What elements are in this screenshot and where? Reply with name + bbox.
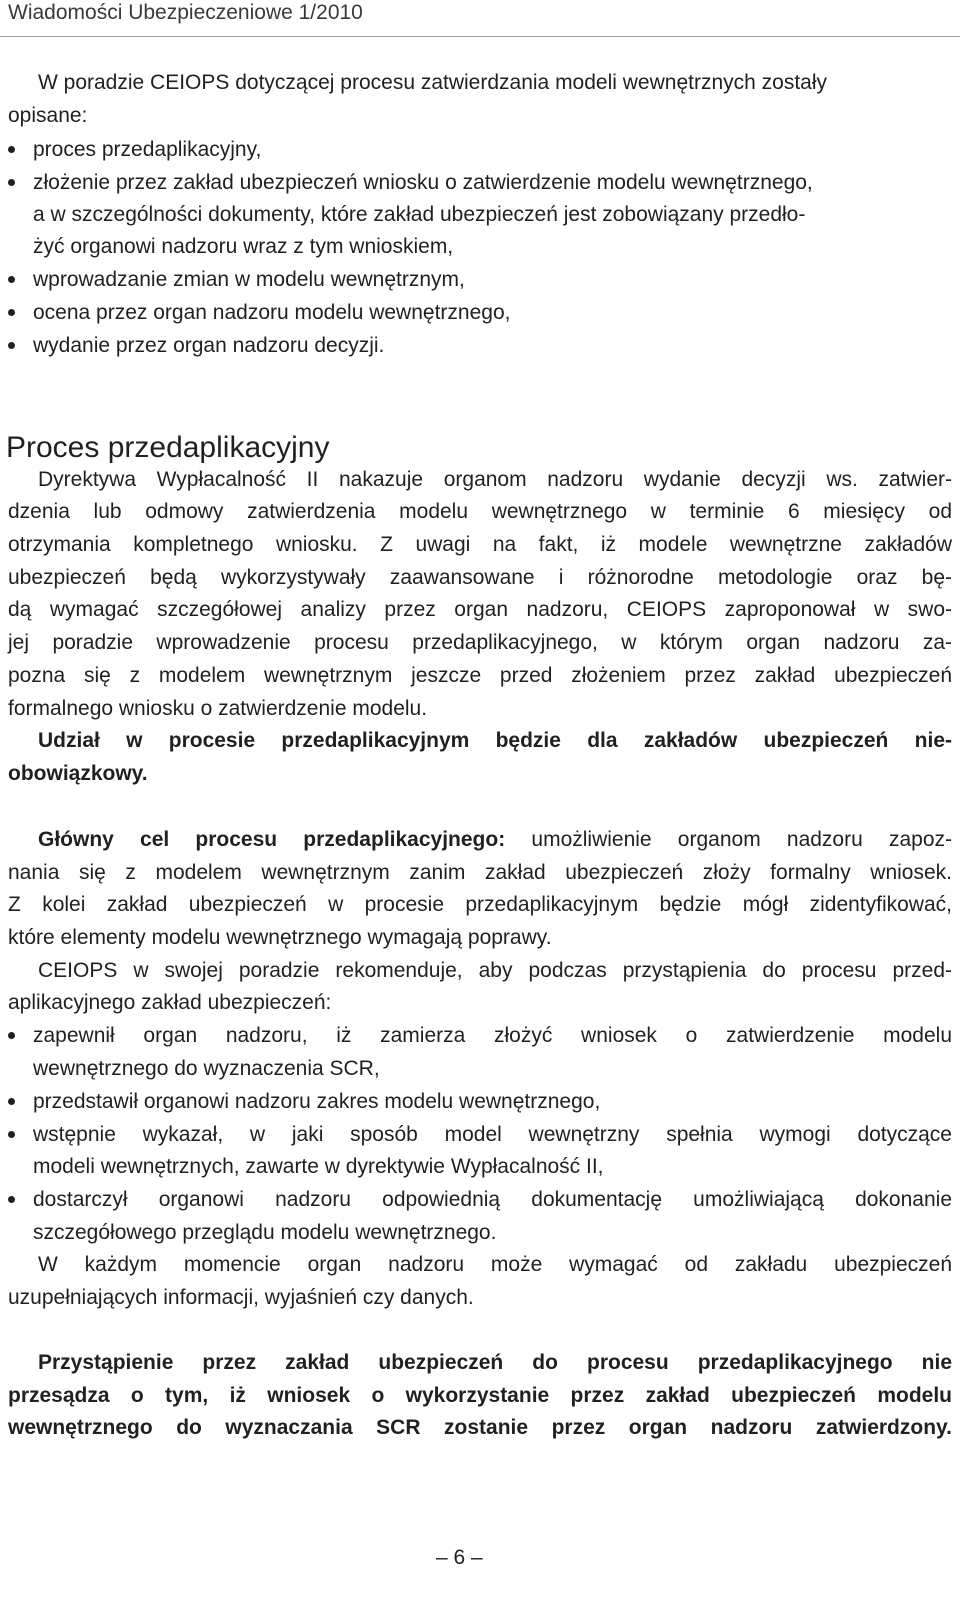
- intro-bullet-1: proces przedaplikacyjny,: [33, 138, 262, 161]
- bullet-dot: [8, 276, 15, 283]
- goal-line: Z kolei zakład ubezpieczeń w procesie przedaplikacyjnym będzie mógł zidentyfikować,: [8, 893, 952, 916]
- intro-line-2: opisane:: [8, 104, 88, 127]
- conclusion-line: wewnętrznego do wyznaczania SCR zostanie przez organ nadzoru zatwierdzony.: [8, 1416, 952, 1439]
- bold-statement-line: obowiązkowy.: [8, 762, 148, 785]
- journal-title: Wiadomości Ubezpieczeniowe 1/2010: [8, 1, 363, 24]
- page-number: – 6 –: [436, 1546, 483, 1569]
- bullet-dot: [8, 1196, 15, 1203]
- bullet-dot: [8, 1098, 15, 1105]
- recommendation-bullet-3-line-2: modeli wewnętrznych, zawarte w dyrektywie Wypłacalność II,: [33, 1155, 604, 1178]
- paragraph-line: dą wymagać szczegółowej analizy przez organ nadzoru, CEIOPS zaproponował w swo-: [8, 598, 952, 621]
- moment-line: uzupełniających informacji, wyjaśnień czy danych.: [8, 1286, 474, 1309]
- ceiops-line: CEIOPS w swojej poradzie rekomenduje, aby podczas przystąpienia do procesu przed-: [38, 959, 952, 982]
- page-header: [0, 0, 960, 37]
- recommendation-bullet-2: przedstawił organowi nadzoru zakres modelu wewnętrznego,: [33, 1090, 601, 1113]
- paragraph-line: ubezpieczeń będą wykorzystywały zaawansowane i różnorodne metodologie oraz bę-: [8, 566, 952, 589]
- recommendation-bullet-1-line-2: wewnętrznego do wyznaczenia SCR,: [33, 1057, 380, 1080]
- recommendation-bullet-3-line-1: wstępnie wykazał, w jaki sposób model wewnętrzny spełnia wymogi dotyczące: [33, 1123, 952, 1146]
- bullet-dot: [8, 309, 15, 316]
- paragraph-line: Dyrektywa Wypłacalność II nakazuje organom nadzoru wydanie decyzji ws. zatwier-: [38, 468, 952, 491]
- paragraph-line: formalnego wniosku o zatwierdzenie modelu.: [8, 697, 428, 720]
- goal-line: nania się z modelem wewnętrznym zanim zakład ubezpieczeń złoży formalny wniosek.: [8, 861, 952, 884]
- recommendation-bullet-4-line-1: dostarczył organowi nadzoru odpowiednią dokumentację umożliwiającą dokonanie: [33, 1188, 952, 1211]
- bullet-dot: [8, 1032, 15, 1039]
- paragraph-line: jej poradzie wprowadzenie procesu przedaplikacyjnego, w którym organ nadzoru za-: [8, 631, 952, 654]
- intro-line-1: W poradzie CEIOPS dotyczącej procesu zatwierdzania modeli wewnętrznych zostały: [38, 71, 828, 94]
- paragraph-line: otrzymania kompletnego wniosku. Z uwagi na fakt, iż modele wewnętrzne zakładów: [8, 533, 952, 556]
- intro-bullet-2-line-3: żyć organowi nadzoru wraz z tym wnioskiem,: [33, 235, 454, 258]
- intro-bullet-4: ocena przez organ nadzoru modelu wewnętrznego,: [33, 301, 511, 324]
- intro-bullet-5: wydanie przez organ nadzoru decyzji.: [33, 334, 385, 357]
- recommendation-bullet-1-line-1: zapewnił organ nadzoru, iż zamierza złożyć wniosek o zatwierdzenie modelu: [33, 1024, 952, 1047]
- bold-statement-line: Udział w procesie przedaplikacyjnym będzie dla zakładów ubezpieczeń nie-: [38, 729, 952, 752]
- conclusion-line: przesądza o tym, iż wniosek o wykorzystanie przez zakład ubezpieczeń modelu: [8, 1384, 952, 1407]
- paragraph-line: pozna się z modelem wewnętrznym jeszcze przed złożeniem przez zakład ubezpieczeń: [8, 664, 952, 687]
- intro-bullet-3: wprowadzanie zmian w modelu wewnętrznym,: [33, 268, 465, 291]
- bullet-dot: [8, 342, 15, 349]
- goal-text: umożliwienie organom nadzoru zapoz-: [505, 828, 952, 851]
- intro-bullet-2-line-1: złożenie przez zakład ubezpieczeń wniosku o zatwierdzenie modelu wewnętrznego,: [33, 171, 813, 194]
- paragraph-line: dzenia lub odmowy zatwierdzenia modelu wewnętrznego w terminie 6 miesięcy od: [8, 500, 952, 523]
- bullet-dot: [8, 1131, 15, 1138]
- intro-bullet-2-line-2: a w szczególności dokumenty, które zakład ubezpieczeń jest zobowiązany przedło-: [33, 203, 806, 226]
- conclusion-line: Przystąpienie przez zakład ubezpieczeń do procesu przedaplikacyjnego nie: [38, 1351, 952, 1374]
- moment-line: W każdym momencie organ nadzoru może wymagać od zakładu ubezpieczeń: [38, 1253, 952, 1276]
- recommendation-bullet-4-line-2: szczegółowego przeglądu modelu wewnętrznego.: [33, 1221, 497, 1244]
- goal-label: Główny cel procesu przedaplikacyjnego:: [38, 828, 506, 851]
- goal-line-1: [38, 825, 952, 855]
- section-title: Proces przedaplikacyjny: [6, 431, 330, 464]
- goal-line: które elementy modelu wewnętrznego wymagają poprawy.: [8, 926, 552, 949]
- ceiops-line: aplikacyjnego zakład ubezpieczeń:: [8, 991, 332, 1014]
- bullet-dot: [8, 179, 15, 186]
- bullet-dot: [8, 146, 15, 153]
